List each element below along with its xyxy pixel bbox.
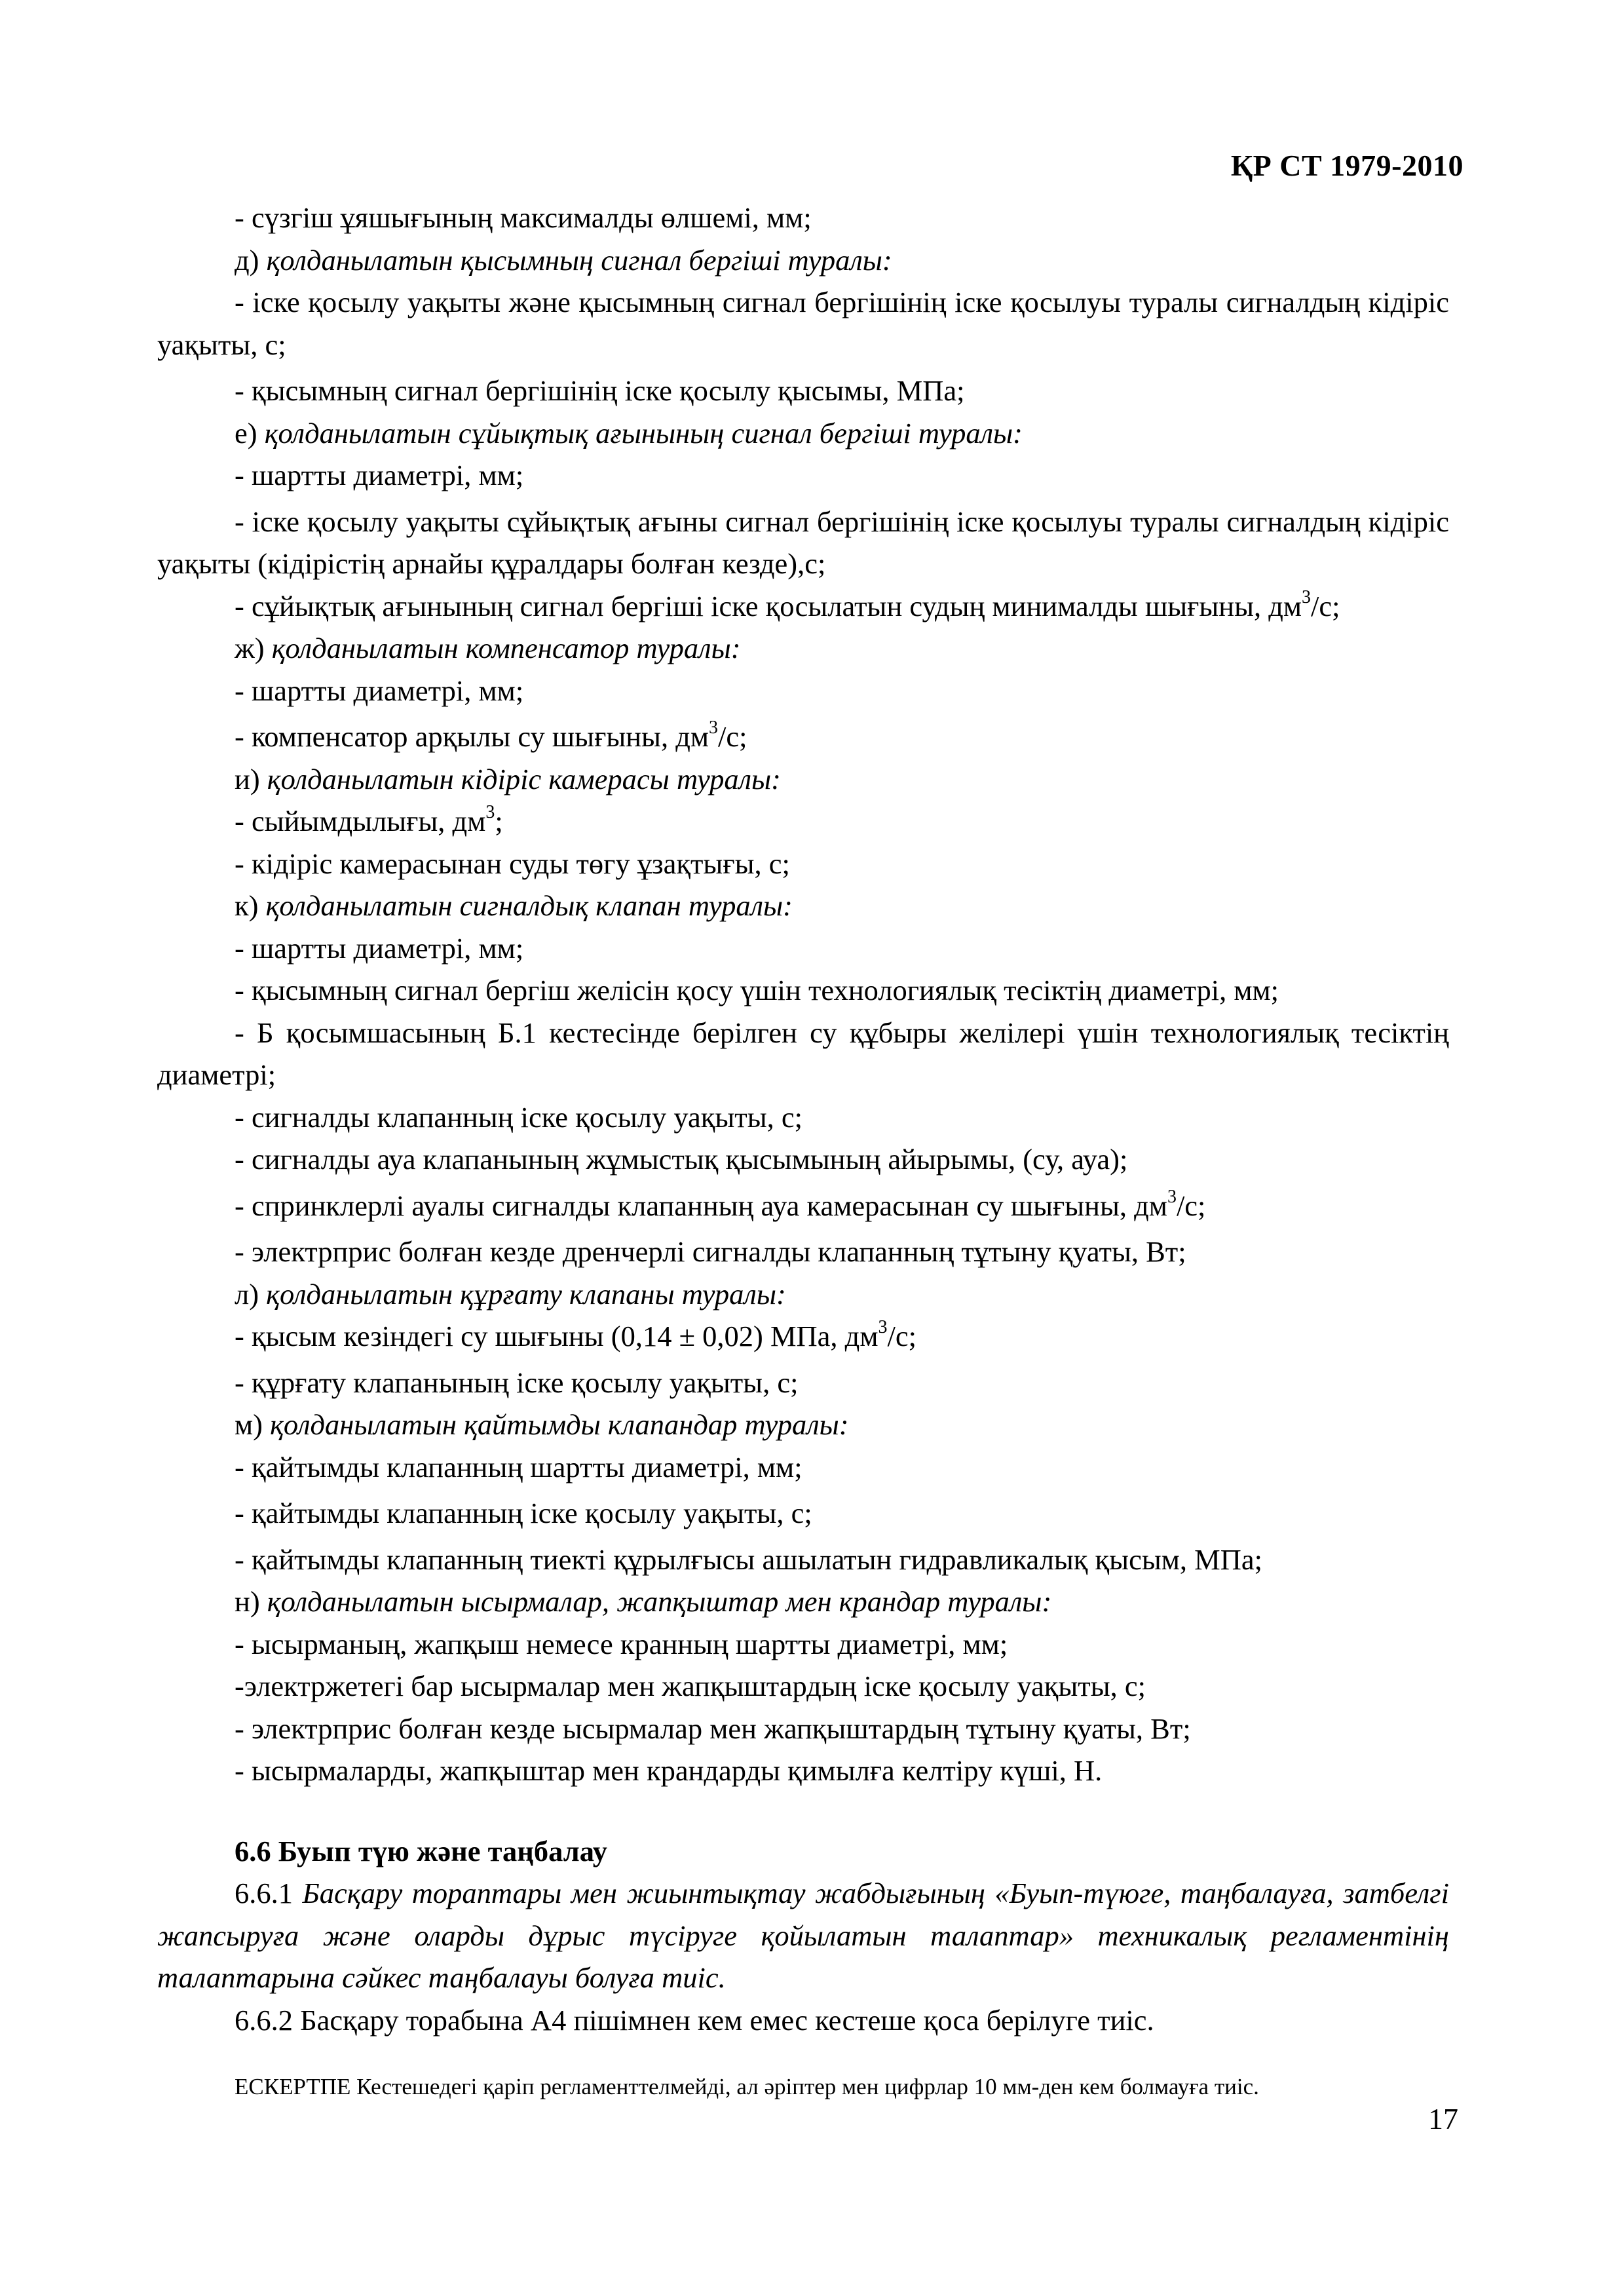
list-item [157,800,1449,843]
subsection-heading-zh [157,627,1449,670]
subsection-letter: и) [235,762,260,795]
list-item: - шартты диаметрі, мм; [235,459,524,491]
document-code-header: ҚР СТ 1979-2010 [1230,149,1463,182]
list-item [157,585,1449,628]
list-item: - қайтымды клапанның шартты диаметрі, мм; [235,1450,803,1483]
unit-suffix: ; [495,805,503,837]
unit-suffix: /с; [718,720,747,753]
list-item: - Б қосымшасының Б.1 кестесінде берілген су құбыры желілері үшін технологиялық тесіктің диаметрі; [157,1016,1449,1091]
list-item-text: - сыйымдылығы, дм [235,805,486,837]
list-item: - қысымның сигнал бергіш желісін қосу үшін технологиялық тесіктің диаметрі, мм; [235,974,1279,1006]
list-item [157,1185,1449,1227]
subsection-title: қолданылатын сұйықтық ағынының сигнал бергіші туралы: [264,416,1023,450]
list-item: - ысырманың, жапқыш немесе кранның шартты диаметрі, мм; [235,1627,1008,1660]
superscript-3: 3 [1302,586,1312,607]
subsection-title: қолданылатын қысымның сигнал бергіші туралы: [266,243,892,277]
list-item: - сигналды ауа клапанының жұмыстық қысымының айырымы, (су, ауа); [235,1143,1128,1176]
superscript-3: 3 [1167,1186,1177,1207]
document-body [157,197,1449,2130]
subsection-title: қолданылатын сигналдық клапан туралы: [265,889,793,922]
subsection-title: қолданылатын қайтымды клапандар туралы: [270,1408,849,1441]
subsection-heading-i [157,758,1449,801]
list-item-text: - қысым кезіндегі су шығыны (0,14 ± 0,02) МПа, дм [235,1320,878,1352]
list-item [157,1315,1449,1358]
superscript-3: 3 [709,718,718,738]
section-paragraph-1 [157,1872,1449,1999]
subsection-title: қолданылатын ысырмалар, жапқыштар мен крандар туралы: [267,1585,1052,1618]
paragraph-text: Басқару тораптары мен жиынтықтау жабдығының «Буып-түюге, таңбалауға, затбелгі жапсыруға және оларды дұрыс түсіруге қойылатын талаптар» техникалық регламентінің талаптарына сәйкес таңбалауы болуға тиіс. [157,1877,1449,1994]
list-item: - қайтымды клапанның тиекті құрылғысы ашылатын гидравликалық қысым, МПа; [235,1542,1262,1576]
list-item: - сүзгіш ұяшығының максималды өлшемі, мм; [235,201,812,234]
list-item: - сигналды клапанның іске қосылу уақыты, с; [235,1100,803,1134]
unit-suffix: /с; [1176,1189,1206,1222]
page-number: 17 [1428,2102,1458,2135]
subsection-letter: н) [235,1585,260,1618]
paragraph-number: 6.6.1 [235,1877,293,1909]
list-item: - шартты диаметрі, мм; [235,674,524,707]
list-item: -электржетегі бар ысырмалар мен жапқыштардың іске қосылу уақыты, с; [235,1670,1146,1702]
subsection-title: қолданылатын кідіріс камерасы туралы: [267,762,781,795]
subsection-heading-m [157,1404,1449,1446]
subsection-heading-d [157,239,1449,282]
section-title: 6.6 Буып түю және таңбалау [235,1834,607,1867]
subsection-heading-e [157,412,1449,455]
subsection-letter: м) [235,1408,263,1441]
superscript-3: 3 [485,802,495,823]
list-item-text: - компенсатор арқылы су шығыны, дм [235,720,709,753]
subsection-letter: к) [235,889,259,922]
unit-suffix: /с; [1311,589,1340,622]
section-paragraph-2: 6.6.2 Басқару торабына А4 пішімнен кем емес кестеше қоса берілуге тиіс. [235,2003,1154,2037]
subsection-heading-k [157,885,1449,927]
list-item: - ысырмаларды, жапқыштар мен крандарды қимылға келтіру күші, Н. [235,1754,1103,1787]
list-item [157,716,1449,758]
superscript-3: 3 [878,1317,888,1338]
list-item: - құрғату клапанының іске қосылу уақыты, с; [235,1366,799,1399]
list-item: - электрприс болған кезде дренчерлі сигналды клапанның тұтыну қуаты, Вт; [235,1235,1186,1268]
list-item: - қысымның сигнал бергішінің іске қосылу қысымы, МПа; [235,374,965,407]
list-item-text: - сұйықтық ағынының сигнал бергіші іске қосылатын судың минималды шығыны, дм [235,589,1302,622]
list-item-text: - спринклерлі ауалы сигналды клапанның ауа камерасынан су шығыны, дм [235,1189,1167,1222]
subsection-letter: е) [235,416,257,450]
note: ЕСКЕРТПЕ Кестешедегі қаріп регламенттелмейді, ал әріптер мен цифрлар 10 мм-ден кем болмауға тиіс. [235,2074,1259,2099]
subsection-heading-l [157,1273,1449,1316]
unit-suffix: /с; [887,1320,916,1352]
subsection-title: қолданылатын құрғату клапаны туралы: [266,1277,786,1311]
list-item: - кідіріс камерасынан суды төгу ұзақтығы, с; [235,847,790,880]
list-item: - іске қосылу уақыты сұйықтық ағыны сигнал бергішінің іске қосылуы туралы сигналдың кідіріс уақыты (кідірістің арнайы құралдары болған кезде),с; [157,505,1449,580]
list-item: - электрприс болған кезде ысырмалар мен жапқыштардың тұтыну қуаты, Вт; [235,1712,1191,1745]
list-item: - қайтымды клапанның іске қосылу уақыты, с; [235,1497,812,1529]
subsection-title: қолданылатын компенсатор туралы: [271,632,741,664]
subsection-letter: ж) [235,632,265,664]
subsection-heading-n [157,1580,1449,1623]
subsection-letter: д) [235,243,259,277]
list-item: - іске қосылу уақыты және қысымның сигнал бергішінің іске қосылуы туралы сигналдың кідіріс уақыты, с; [157,286,1449,361]
list-item: - шартты диаметрі, мм; [235,931,524,965]
subsection-letter: л) [235,1277,259,1311]
